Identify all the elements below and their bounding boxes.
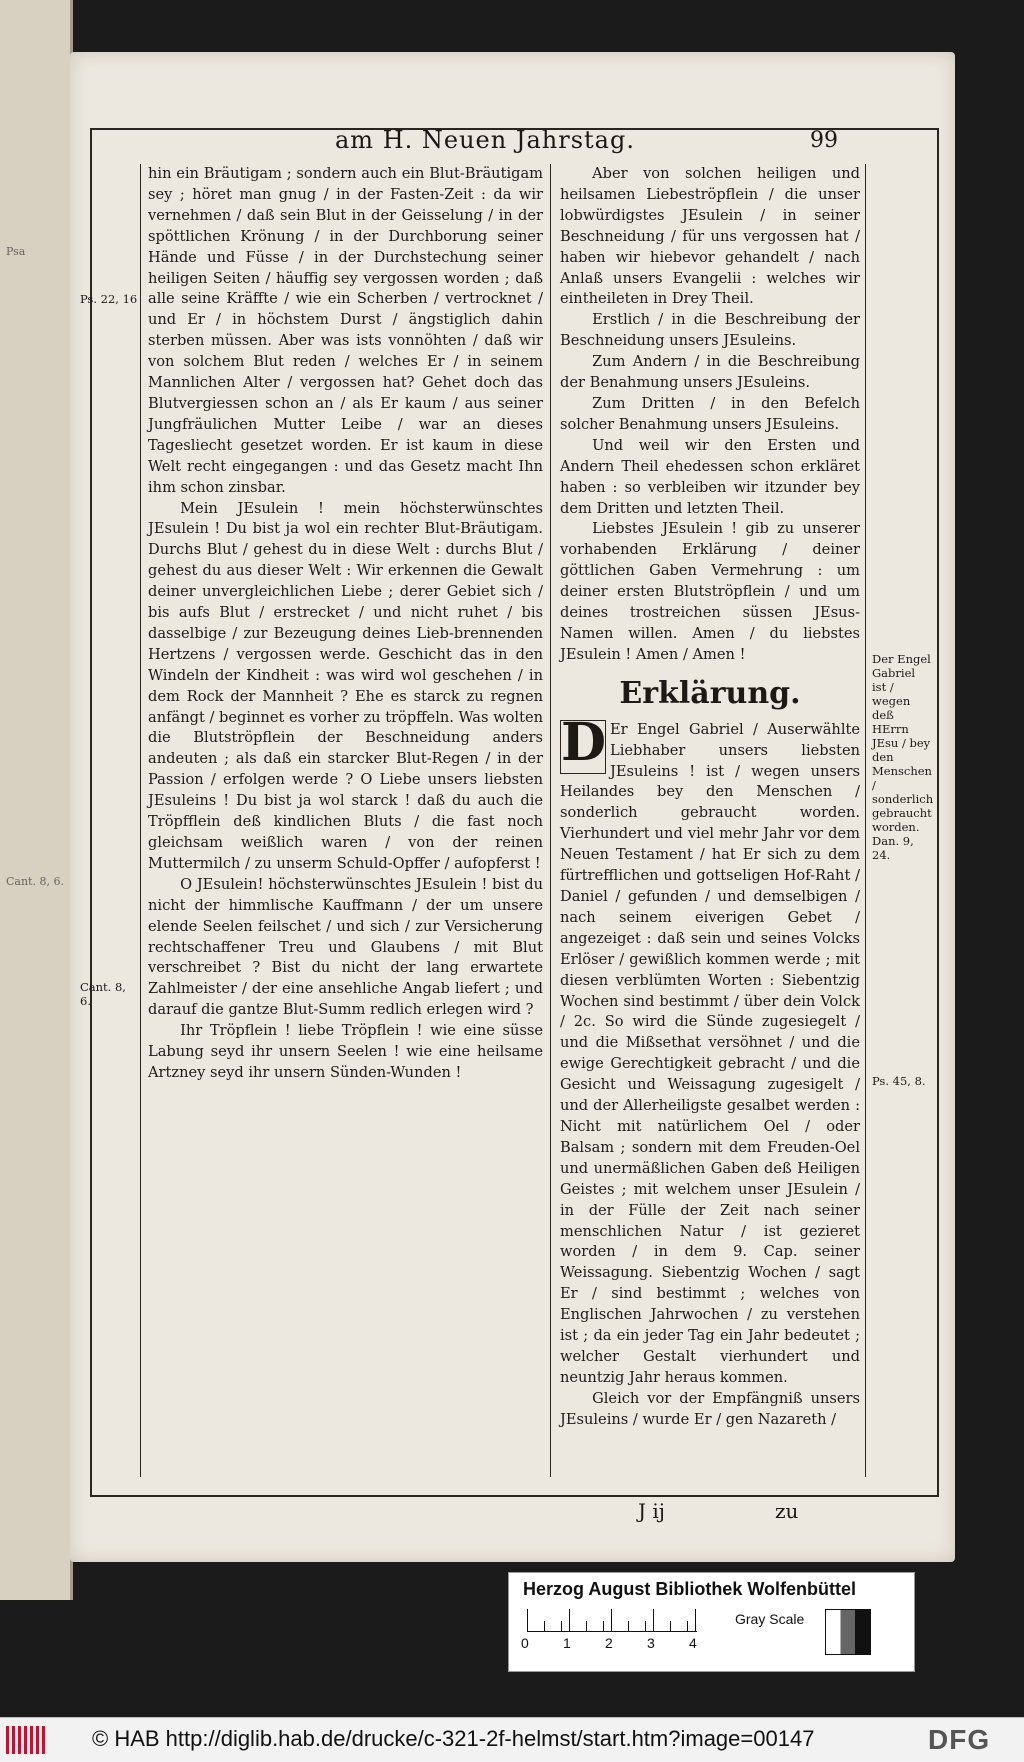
catchword: zu [775, 1499, 799, 1523]
paragraph: Gleich vor der Empfängniß unsers JEsuleins / wurde Er / gen Nazareth / [560, 1389, 860, 1428]
margin-rule-left [140, 164, 141, 1477]
ruler-number: 3 [647, 1635, 655, 1651]
dfg-logo: DFG [928, 1724, 991, 1755]
margin-note-right: Ps. 45, 8. [872, 1074, 926, 1088]
library-title: Herzog August Bibliothek Wolfenbüttel [523, 1579, 856, 1599]
margin-note-left: Ps. 22, 16 [80, 292, 138, 306]
viewer-footer [0, 1717, 1024, 1762]
section-heading: Erklärung. [619, 675, 801, 711]
ruler-number: 0 [521, 1635, 529, 1651]
prev-page-fragment: Psa [6, 245, 26, 258]
column-rule [550, 164, 551, 1477]
running-title: am H. Neuen Jahrstag. [335, 126, 635, 154]
paragraph: Zum Andern / in die Beschreibung der Benahmung unsers JEsuleins. [560, 353, 860, 392]
ruler-number: 4 [689, 1635, 697, 1651]
margin-note-left: Cant. 8, 6. [80, 980, 126, 1008]
left-column [148, 164, 543, 1084]
paragraph: Und weil wir den Ersten und Andern Theil ehedessen schon erkläret haben : so verbleiben wir itzunder bey dem Dritten und letzten Theil. [560, 436, 860, 517]
book-page [70, 52, 955, 1562]
paragraph: Zum Dritten / in den Befelch solcher Benahmung unsers JEsuleins. [560, 394, 860, 433]
prev-page-fragment: Cant. 8, 6. [6, 875, 64, 888]
footer-link[interactable]: © HAB http://diglib.hab.de/drucke/c-321-2f-helmst/start.htm?image=00147 [92, 1726, 815, 1751]
paragraph: hin ein Bräutigam ; sondern auch ein Blut-Bräutigam sey ; höret man gnug / in der Fasten-Zeit : da wir vernehmen / daß sein Blut in der Geisselung / in der spöttlichen Krönung / in der Durchborung seiner Hände und Füsse / in der Durchstechung seiner heiligen Seiten / häuffig sey vergossen worden ; daß alle seine Kräffte / wie ein Scherben / vertrocknet / und Er / in höchstem Durst / ängstiglich dahin sterben müssen. Aber was ists vonnöhten / daß wir von solchem Blut reden / welches Er / in seinem Mannlichen Alter / vergossen hat? Gehet doch das Blutvergiessen schon an / als Er kaum / aus seiner Jungfräulichen Mutter Leibe / war an dieses Tagesliecht gesetzet worden. Er ist kaum in diese Welt recht eingegangen : und das Gesetz macht Ihn ihm schon zinsbar. [148, 165, 543, 496]
paragraph: Mein JEsulein ! mein höchsterwünschtes JEsulein ! Du bist ja wol ein rechter Blut-Bräutigam. Durchs Blut / gehest du in diese Welt : durchs Blut / gehest du aus dieser Welt : Wir erkennen die Gewalt deiner unvergleichlichen Liebe ; derer Gebiet sich / bis aufs Blut / erstrecket / und nicht ruhet / bis dasselbige / zur Bezeugung deines Lieb-brennenden Hertzens / vergossen werde. Geschicht das in den Windeln der Kindheit : was wird wol geschehen / in dem Rock der Mannheit ? Ehe es starck zu regnen anfängt / beginnet es vorher zu tröpffeln. Was wolten die Blutströpflein der Beschneidung anders andeuten ; als daß ein starcker Blut-Regen / in der Passion / erfolgen werde ? O Liebe unsers liebsten JEsuleins ! Du bist ja wol starck ! daß du auch die Tröpfflein deß kindlichen Bluts / die fast noch gleichsam weißlich waren / von der reinen Muttermilch / zu unserm Schuld-Opffer / aufopferst ! [148, 499, 543, 872]
drop-cap: D [561, 711, 607, 773]
right-column [560, 164, 860, 1431]
gray-scale-label: Gray Scale [735, 1611, 805, 1627]
previous-page-edge [0, 0, 73, 1600]
ruler-scale [527, 1609, 697, 1632]
hab-logo-icon [6, 1726, 48, 1754]
gray-scale-swatch [825, 1609, 871, 1655]
paragraph: Ihr Tröpflein ! liebe Tröpflein ! wie eine süsse Labung seyd ihr unsern Seelen ! wie eine heilsame Artzney seyd ihr unsern Sünden-Wunden ! [148, 1022, 543, 1081]
paragraph: Aber von solchen heiligen und heilsamen Liebeströpflein / die unser lobwürdigstes JEsulein / in seiner Beschneidung / für uns vergossen hat / haben wir hiebevor gehandelt / nach Anlaß unsers Evangelii : welches wir eintheileten in Drey Theil. [560, 165, 860, 308]
margin-note-right: Der Engel Gabriel ist / wegen deß HErrn JEsu / bey den Menschen / sonderlich gebraucht worden. Dan. 9, 24. [872, 652, 934, 862]
library-color-scale [508, 1572, 915, 1672]
paragraph: Erstlich / in die Beschreibung der Beschneidung unsers JEsuleins. [560, 311, 860, 350]
paragraph: O JEsulein! höchsterwünschtes JEsulein ! bist du nicht der himmlische Kauffmann / der um unsere elende Seelen feilschet / und sich / zur Versicherung rechtschaffener Treu und Glaubens / mit Blut verschreibet ? Bist du nicht der lang erwartete Zahlmeister / der eine ansehliche Angab liefert ; und darauf die gantze Blut-Summ redlich erlegen wird ? [148, 875, 543, 1019]
paragraph: Liebstes JEsulein ! gib zu unserer vorhabenden Erklärung / deiner göttlichen Gaben Vermehrung : um deiner ersten Blutströpflein / und um deines trostreichen süssen JEsus-Namen willen. Amen / du liebstes JEsulein ! Amen / Amen ! [560, 520, 860, 663]
signature-mark: J ij [638, 1499, 665, 1523]
ruler-number: 1 [563, 1635, 571, 1651]
page-number: 99 [810, 128, 838, 153]
ruler-number: 2 [605, 1635, 613, 1651]
paragraph: Er Engel Gabriel / Auserwählte Liebhaber unsers liebsten JEsuleins ! ist / wegen unsers Heilandes bey den Menschen / sonderlich gebraucht worden. Vierhundert und viel mehr Jahr vor dem Neuen Testament / hat Er sich zu dem fürtrefflichen und gottseligen Hof-Raht / Daniel / gefunden / und demselbigen / nach seinem eiverigen Gebet / angezeiget : daß sein und seines Volcks Erlöser / gewißlich kommen werde ; mit diesen verblümten Worten : Siebentzig Wochen sind bestimmt / über dein Volck / 2c. So wird die Sünde zugesiegelt / und die Mißsethat versöhnet / und die ewige Gerechtigkeit gebracht / und die Gesicht und Weissagung zugesigelt / und der Allerheiligste gesalbet werden : Nicht mit natürlichem Oel / oder Balsam ; sondern mit dem Freuden-Oel und unermäßlichen Gaben deß Heiligen Geistes ; mit welchem unser JEsulein / in der Fülle der Zeit nach seiner menschlichen Natur / ist gezieret worden / in dem 9. Cap. seiner Weissagung. Siebentzig Wochen / sagt Er / sind bestimmt ; welches von Englischen Jahrwochen / zu verstehen ist ; da ein jeder Tag ein Jahr bedeutet ; welcher Gestalt vierhundert und neuntzig Jahr heraus kommen. [560, 720, 860, 1386]
margin-rule-right [865, 164, 866, 1477]
